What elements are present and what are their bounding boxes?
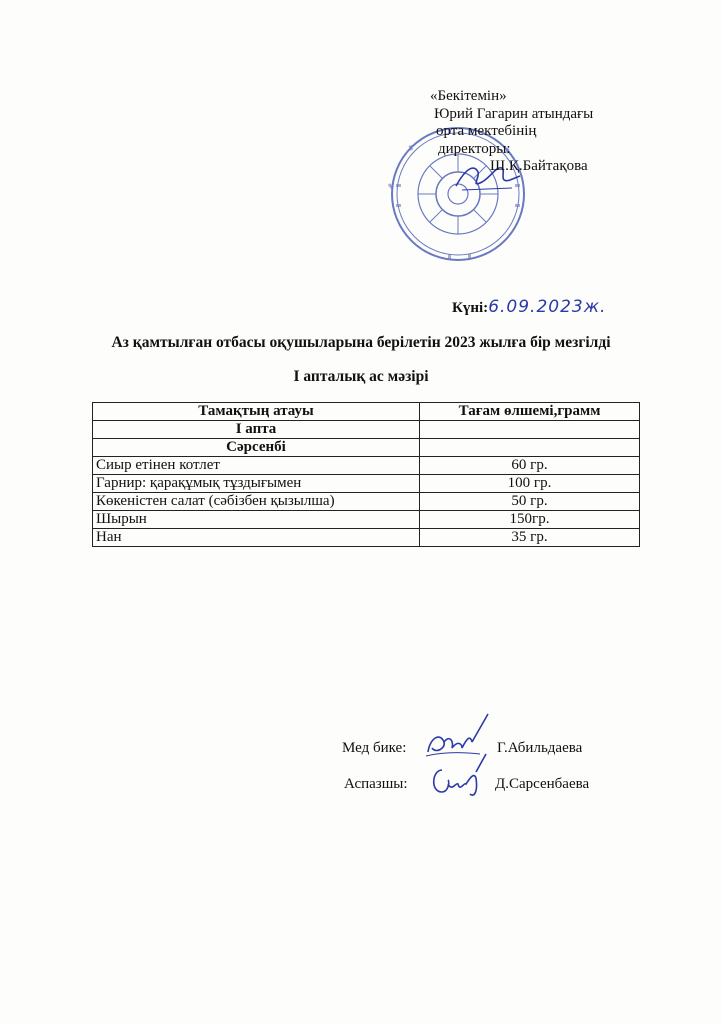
- document-date: [452, 297, 606, 317]
- dish-name: Шырын: [93, 511, 420, 529]
- cook-signature-icon: [424, 752, 496, 802]
- dish-amount: 150гр.: [420, 511, 640, 529]
- empty-cell: [420, 421, 640, 439]
- column-header-dish: Тамақтың атауы: [93, 403, 420, 421]
- table-row: [93, 475, 640, 493]
- week-label: I апта: [93, 421, 420, 439]
- menu-table: [92, 402, 640, 547]
- approval-school-line-2: орта мектебінің: [436, 123, 537, 139]
- cook-name: Д.Сарсенбаева: [495, 776, 590, 792]
- dish-amount: 60 гр.: [420, 457, 640, 475]
- table-header-row: [93, 403, 640, 421]
- dish-name: Нан: [93, 529, 420, 547]
- cook-role-label: Аспазшы:: [344, 776, 408, 792]
- table-row: [93, 529, 640, 547]
- nurse-role-label: Мед бике:: [342, 740, 407, 756]
- approval-director-name: Ш.Қ.Байтақова: [490, 158, 588, 174]
- document-subtitle: I апталық ас мәзірі: [293, 368, 429, 385]
- table-row-week: [93, 421, 640, 439]
- approval-heading: «Бекітемін»: [430, 88, 507, 104]
- approval-school-line: Юрий Гагарин атындағы: [434, 105, 594, 122]
- dish-amount: 50 гр.: [420, 493, 640, 511]
- day-label: Сәрсенбі: [93, 439, 420, 457]
- dish-name: Көкеністен салат (сәбізбен қызылша): [93, 493, 420, 511]
- dish-amount: 35 гр.: [420, 529, 640, 547]
- nurse-name: Г.Абильдаева: [497, 740, 583, 756]
- table-row-day: [93, 439, 640, 457]
- table-row: [93, 457, 640, 475]
- empty-cell: [420, 439, 640, 457]
- date-label: Күні:: [452, 300, 489, 316]
- dish-name: Гарнир: қарақұмық тұздығымен: [93, 475, 420, 493]
- dish-amount: 100 гр.: [420, 475, 640, 493]
- column-header-portion: Тағам өлшемі,грамм: [420, 403, 640, 421]
- approval-position: директоры:: [438, 140, 511, 157]
- table-row: [93, 493, 640, 511]
- table-row: [93, 511, 640, 529]
- approval-block: [430, 88, 593, 176]
- date-value: 6.09.2023ж.: [488, 297, 607, 317]
- document-title: Аз қамтылған отбасы оқушыларына берілетін 2023 жылға бір мезгілді: [111, 334, 611, 351]
- dish-name: Сиыр етінен котлет: [93, 457, 420, 475]
